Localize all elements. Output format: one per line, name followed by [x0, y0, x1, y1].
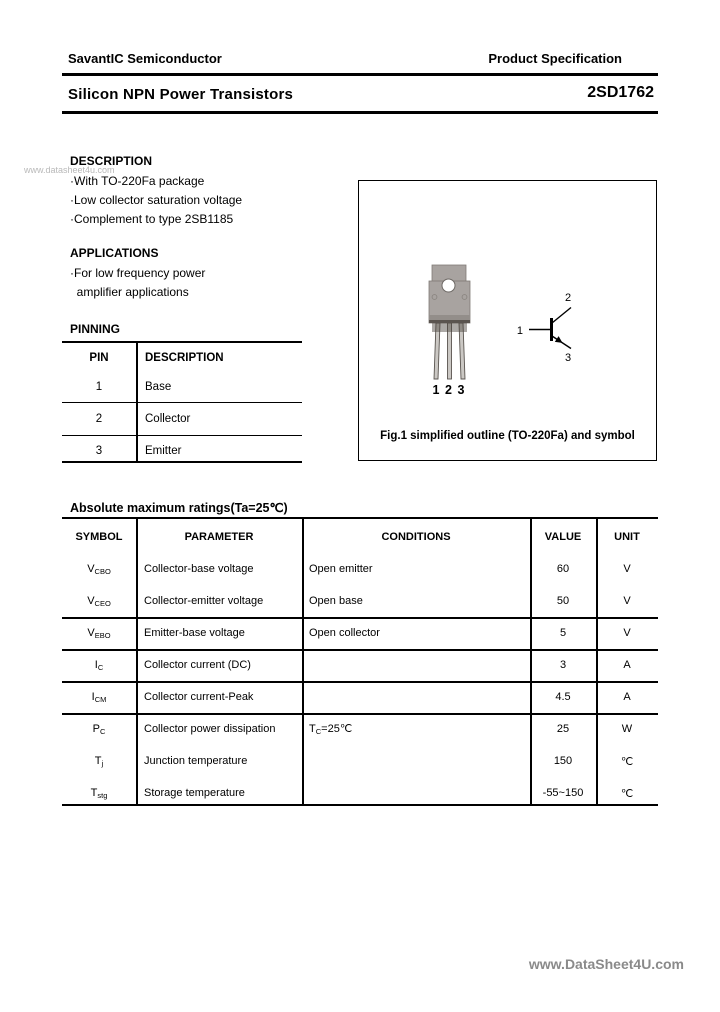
- page-title: Silicon NPN Power Transistors: [68, 86, 294, 103]
- pinning-col-pin: PIN: [89, 351, 109, 364]
- rating-symbol: $I_{CM}$: [91, 690, 107, 704]
- ratings-row: [62, 617, 658, 649]
- rating-value: 3: [559, 659, 567, 671]
- pin-description: Collector: [145, 413, 191, 425]
- pinning-row: [62, 402, 302, 435]
- ratings-heading: Absolute maximum ratings(Ta=25℃): [70, 501, 288, 515]
- ratings-row: [62, 745, 658, 777]
- rating-unit: V: [623, 563, 631, 575]
- rating-value: 150: [553, 755, 573, 767]
- rating-conditions: Open base: [309, 595, 363, 607]
- rating-parameter: Emitter-base voltage: [144, 627, 245, 639]
- mounting-hole: [442, 279, 455, 292]
- ratings-row: [62, 681, 658, 713]
- rating-symbol: $V_{CEO}$: [87, 594, 111, 608]
- description-item: ·Complement to type 2SB1185: [70, 212, 234, 226]
- vendor-name: SavantIC Semiconductor: [68, 51, 222, 66]
- description-item: ·Low collector saturation voltage: [70, 193, 243, 207]
- symbol-pin-label-base: 1: [516, 325, 523, 337]
- description-list: [70, 172, 242, 229]
- rating-value: 25: [556, 723, 570, 735]
- applications-item: amplifier applications: [70, 285, 189, 299]
- rating-unit: A: [623, 691, 631, 703]
- spec-label: Product Specification: [488, 51, 622, 66]
- description-heading: DESCRIPTION: [70, 154, 153, 168]
- rating-symbol: $V_{EBO}$: [87, 626, 111, 640]
- package-pin-label-1: 1: [432, 383, 440, 397]
- pin-number: 1: [95, 381, 103, 393]
- figure-drawing: [359, 181, 658, 462]
- ratings-row: [62, 585, 658, 617]
- rating-parameter: Collector power dissipation: [144, 723, 276, 735]
- header-rule-top: [62, 73, 658, 76]
- rating-unit: V: [623, 627, 631, 639]
- pinning-row: [62, 372, 302, 402]
- ratings-col-symbol: SYMBOL: [75, 531, 123, 543]
- ratings-col-conditions: CONDITIONS: [381, 531, 451, 543]
- description-item: ·With TO-220Fa package: [70, 174, 205, 188]
- rating-symbol: $T_{stg}$: [90, 786, 108, 800]
- rating-value: 60: [556, 563, 570, 575]
- rating-conditions: Open collector: [309, 627, 380, 639]
- rating-unit: ℃: [620, 787, 634, 800]
- rating-value: 4.5: [555, 691, 571, 703]
- ratings-row: [62, 553, 658, 585]
- rating-parameter: Collector current (DC): [144, 659, 251, 671]
- rating-symbol: $P_C$: [92, 722, 106, 736]
- footer-site-link: www.DataSheet4U.com: [528, 956, 684, 972]
- rating-parameter: Storage temperature: [144, 787, 245, 799]
- header-rule-bottom: [62, 111, 658, 114]
- ratings-row: [62, 713, 658, 745]
- rating-unit: ℃: [620, 755, 634, 768]
- ratings-row: [62, 777, 658, 809]
- applications-heading: APPLICATIONS: [70, 246, 159, 260]
- rating-conditions: Open emitter: [309, 563, 373, 575]
- symbol-pin-label-emitter: 3: [565, 352, 572, 364]
- pinning-heading: PINNING: [70, 322, 121, 336]
- pin-description: Emitter: [145, 444, 182, 457]
- symbol-pin-label-collector: 2: [565, 292, 572, 304]
- rating-symbol: $T_j$: [94, 754, 104, 768]
- npn-symbol-drawing: [529, 308, 571, 349]
- rating-parameter: Collector-base voltage: [144, 563, 254, 575]
- applications-item: ·For low frequency power: [70, 266, 206, 280]
- rating-parameter: Collector current-Peak: [144, 691, 254, 703]
- pin-number: 2: [95, 413, 103, 425]
- ratings-col-parameter: PARAMETER: [184, 531, 254, 543]
- figure-box: [358, 180, 657, 461]
- package-pin-label-2: 2: [445, 383, 452, 397]
- pinning-row: [62, 435, 302, 465]
- rating-unit: W: [621, 723, 633, 735]
- rating-value: 50: [556, 595, 570, 607]
- ratings-row: [62, 649, 658, 681]
- applications-list: [70, 264, 205, 302]
- rating-symbol: $I_C$: [94, 658, 104, 672]
- ratings-col-value: VALUE: [544, 531, 582, 543]
- rating-symbol: $V_{CBO}$: [87, 562, 111, 576]
- rating-unit: A: [623, 659, 631, 671]
- emitter-arrow: [555, 336, 563, 343]
- rating-parameter: Junction temperature: [144, 755, 248, 767]
- pinning-header-row: [62, 343, 302, 372]
- pin-number: 3: [95, 444, 103, 457]
- ratings-col-unit: UNIT: [614, 531, 640, 543]
- rating-value: -55~150: [542, 787, 584, 799]
- pinning-col-description: DESCRIPTION: [145, 351, 224, 364]
- rating-value: 5: [559, 627, 567, 639]
- ratings-table: [62, 517, 658, 806]
- package-outline-drawing: [429, 265, 470, 397]
- pinning-table: [62, 341, 302, 463]
- part-number: 2SD1762: [587, 84, 654, 101]
- ratings-header-row: [62, 521, 658, 553]
- rating-conditions: $T_C=25℃$: [309, 723, 353, 736]
- package-pin-label-3: 3: [457, 383, 465, 397]
- figure-caption: Fig.1 simplified outline (TO-220Fa) and symbol: [380, 430, 635, 442]
- watermark-text: www.datasheet4u.com: [24, 165, 115, 175]
- rating-parameter: Collector-emitter voltage: [144, 595, 264, 607]
- pin-description: Base: [145, 381, 172, 393]
- rating-unit: V: [623, 595, 631, 607]
